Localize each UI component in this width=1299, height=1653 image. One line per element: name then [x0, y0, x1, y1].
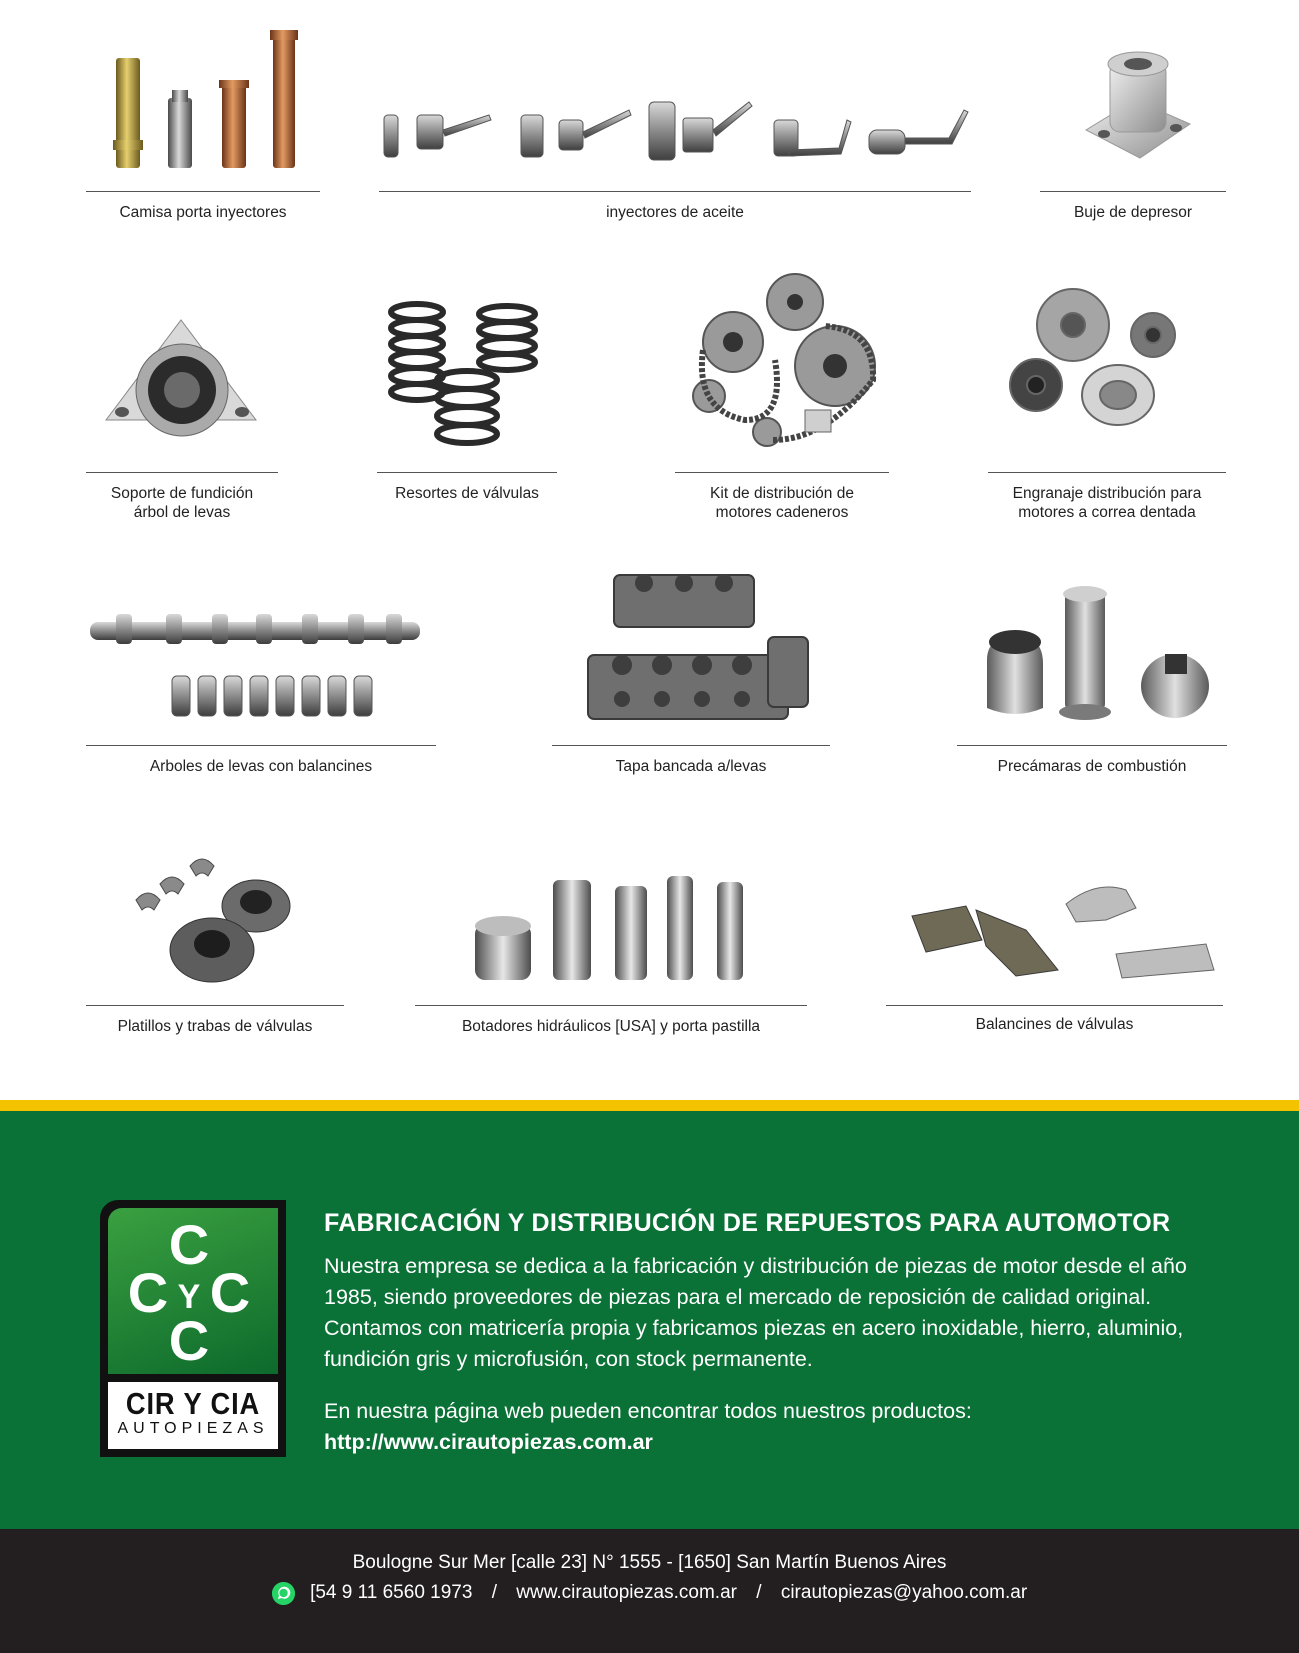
product-caption: Botadores hidráulicos [USA] y porta pastilla — [461, 1018, 761, 1035]
product-platillos — [86, 840, 344, 1040]
product-botadores — [415, 860, 807, 1040]
company-headline: FABRICACIÓN Y DISTRIBUCIÓN DE REPUESTOS PARA AUTOMOTOR — [324, 1209, 1171, 1237]
yellow-stripe — [0, 1100, 1299, 1111]
hydraulic-lifters-photo — [415, 860, 807, 990]
product-buje-de-depresor — [1040, 20, 1226, 230]
caption-rule — [886, 1005, 1223, 1006]
company-logo — [100, 1200, 286, 1457]
logo-letters-graphic — [108, 1208, 270, 1374]
product-soporte-fundicion — [86, 300, 278, 530]
caption-rule — [552, 745, 830, 746]
caption-rule — [379, 191, 971, 192]
oil-injectors-photo — [379, 20, 971, 170]
valve-retainers-photo — [86, 840, 344, 990]
caption-rule — [957, 745, 1227, 746]
company-text — [324, 1208, 1244, 1458]
svg-text:C: C — [168, 1309, 210, 1372]
product-caption: Soporte de fundición árbol de levas — [110, 485, 254, 521]
footer-email[interactable]: cirautopiezas@yahoo.com.ar — [780, 1582, 1028, 1603]
product-inyectores-de-aceite — [379, 20, 971, 230]
product-tapa-bancada — [552, 565, 830, 780]
caption-rule — [86, 191, 320, 192]
logo-emblem — [108, 1208, 278, 1374]
product-caption: Buje de depresor — [1073, 204, 1193, 221]
product-caption: Balancines de válvulas — [975, 1016, 1134, 1033]
product-caption: Tapa bancada a/levas — [615, 758, 767, 775]
product-caption: Arboles de levas con balancines — [149, 758, 373, 775]
camshaft-support-photo — [86, 300, 278, 450]
caption-rule — [1040, 191, 1226, 192]
product-kit-distribucion — [675, 270, 889, 530]
separator: / — [756, 1582, 762, 1603]
caption-rule — [415, 1005, 807, 1006]
product-caption: Precámaras de combustión — [997, 758, 1187, 775]
logo-name: CIR Y CIA — [125, 1386, 261, 1421]
product-caption: Engranaje distribución para motores a correa dentada — [1012, 485, 1202, 521]
svg-text:C: C — [168, 1213, 210, 1276]
svg-text:C: C — [127, 1261, 169, 1324]
timing-gears-photo — [988, 285, 1226, 435]
logo-subtitle: AUTOPIEZAS — [117, 1420, 269, 1437]
product-caption: Platillos y trabas de válvulas — [117, 1018, 313, 1035]
caption-rule — [86, 745, 436, 746]
whatsapp-icon — [272, 1582, 295, 1605]
caption-rule — [988, 472, 1226, 473]
footer-website[interactable]: www.cirautopiezas.com.ar — [516, 1582, 737, 1603]
product-resortes-de-valvulas — [377, 300, 557, 530]
precombustion-chambers-photo — [957, 580, 1227, 730]
injector-sleeves-photo — [86, 20, 320, 170]
product-precamaras — [957, 580, 1227, 780]
valve-springs-photo — [377, 300, 557, 450]
bearing-cap-photo — [552, 565, 830, 730]
contact-footer — [0, 1529, 1299, 1653]
caption-rule — [675, 472, 889, 473]
product-arboles-de-levas — [86, 600, 436, 780]
caption-rule — [86, 472, 278, 473]
web-note: En nuestra página web pueden encontrar todos nuestros productos: — [324, 1399, 972, 1423]
contact-line — [0, 1581, 1299, 1605]
product-caption: inyectores de aceite — [606, 204, 744, 221]
company-description: Nuestra empresa se dedica a la fabricación y distribución de piezas de motor desde el año 1985, siendo proveedores de piezas para el mercado de reposición de calidad original. Contamos con matricería propia y fabricamos piezas en acero inoxidable, hierro, aluminio, fundición gris y microfusión, con stock permanente. — [324, 1254, 1187, 1371]
phone-number[interactable]: [54 9 11 6560 1973 — [310, 1582, 473, 1603]
company-section — [0, 1111, 1299, 1529]
logo-nameplate — [108, 1382, 278, 1449]
separator: / — [491, 1582, 497, 1603]
product-caption: Kit de distribución de motores cadeneros — [710, 485, 854, 521]
product-caption: Camisa porta inyectores — [119, 204, 287, 221]
product-camisa-porta-inyectores — [86, 20, 320, 230]
product-engranaje-distribucion — [988, 285, 1226, 530]
caption-rule — [377, 472, 557, 473]
product-balancines — [886, 860, 1223, 1040]
vacuum-pump-bushing-photo — [1040, 20, 1226, 170]
timing-chain-kit-photo — [675, 270, 889, 450]
camshaft-rockers-photo — [86, 600, 436, 730]
caption-rule — [86, 1005, 344, 1006]
rocker-arms-photo — [886, 860, 1223, 990]
svg-text:C: C — [209, 1261, 251, 1324]
website-link[interactable]: http://www.cirautopiezas.com.ar — [324, 1430, 653, 1454]
svg-text:Y: Y — [177, 1278, 201, 1316]
address: Boulogne Sur Mer [calle 23] N° 1555 - [1650] San Martín Buenos Aires — [352, 1552, 947, 1573]
product-caption: Resortes de válvulas — [395, 485, 539, 502]
